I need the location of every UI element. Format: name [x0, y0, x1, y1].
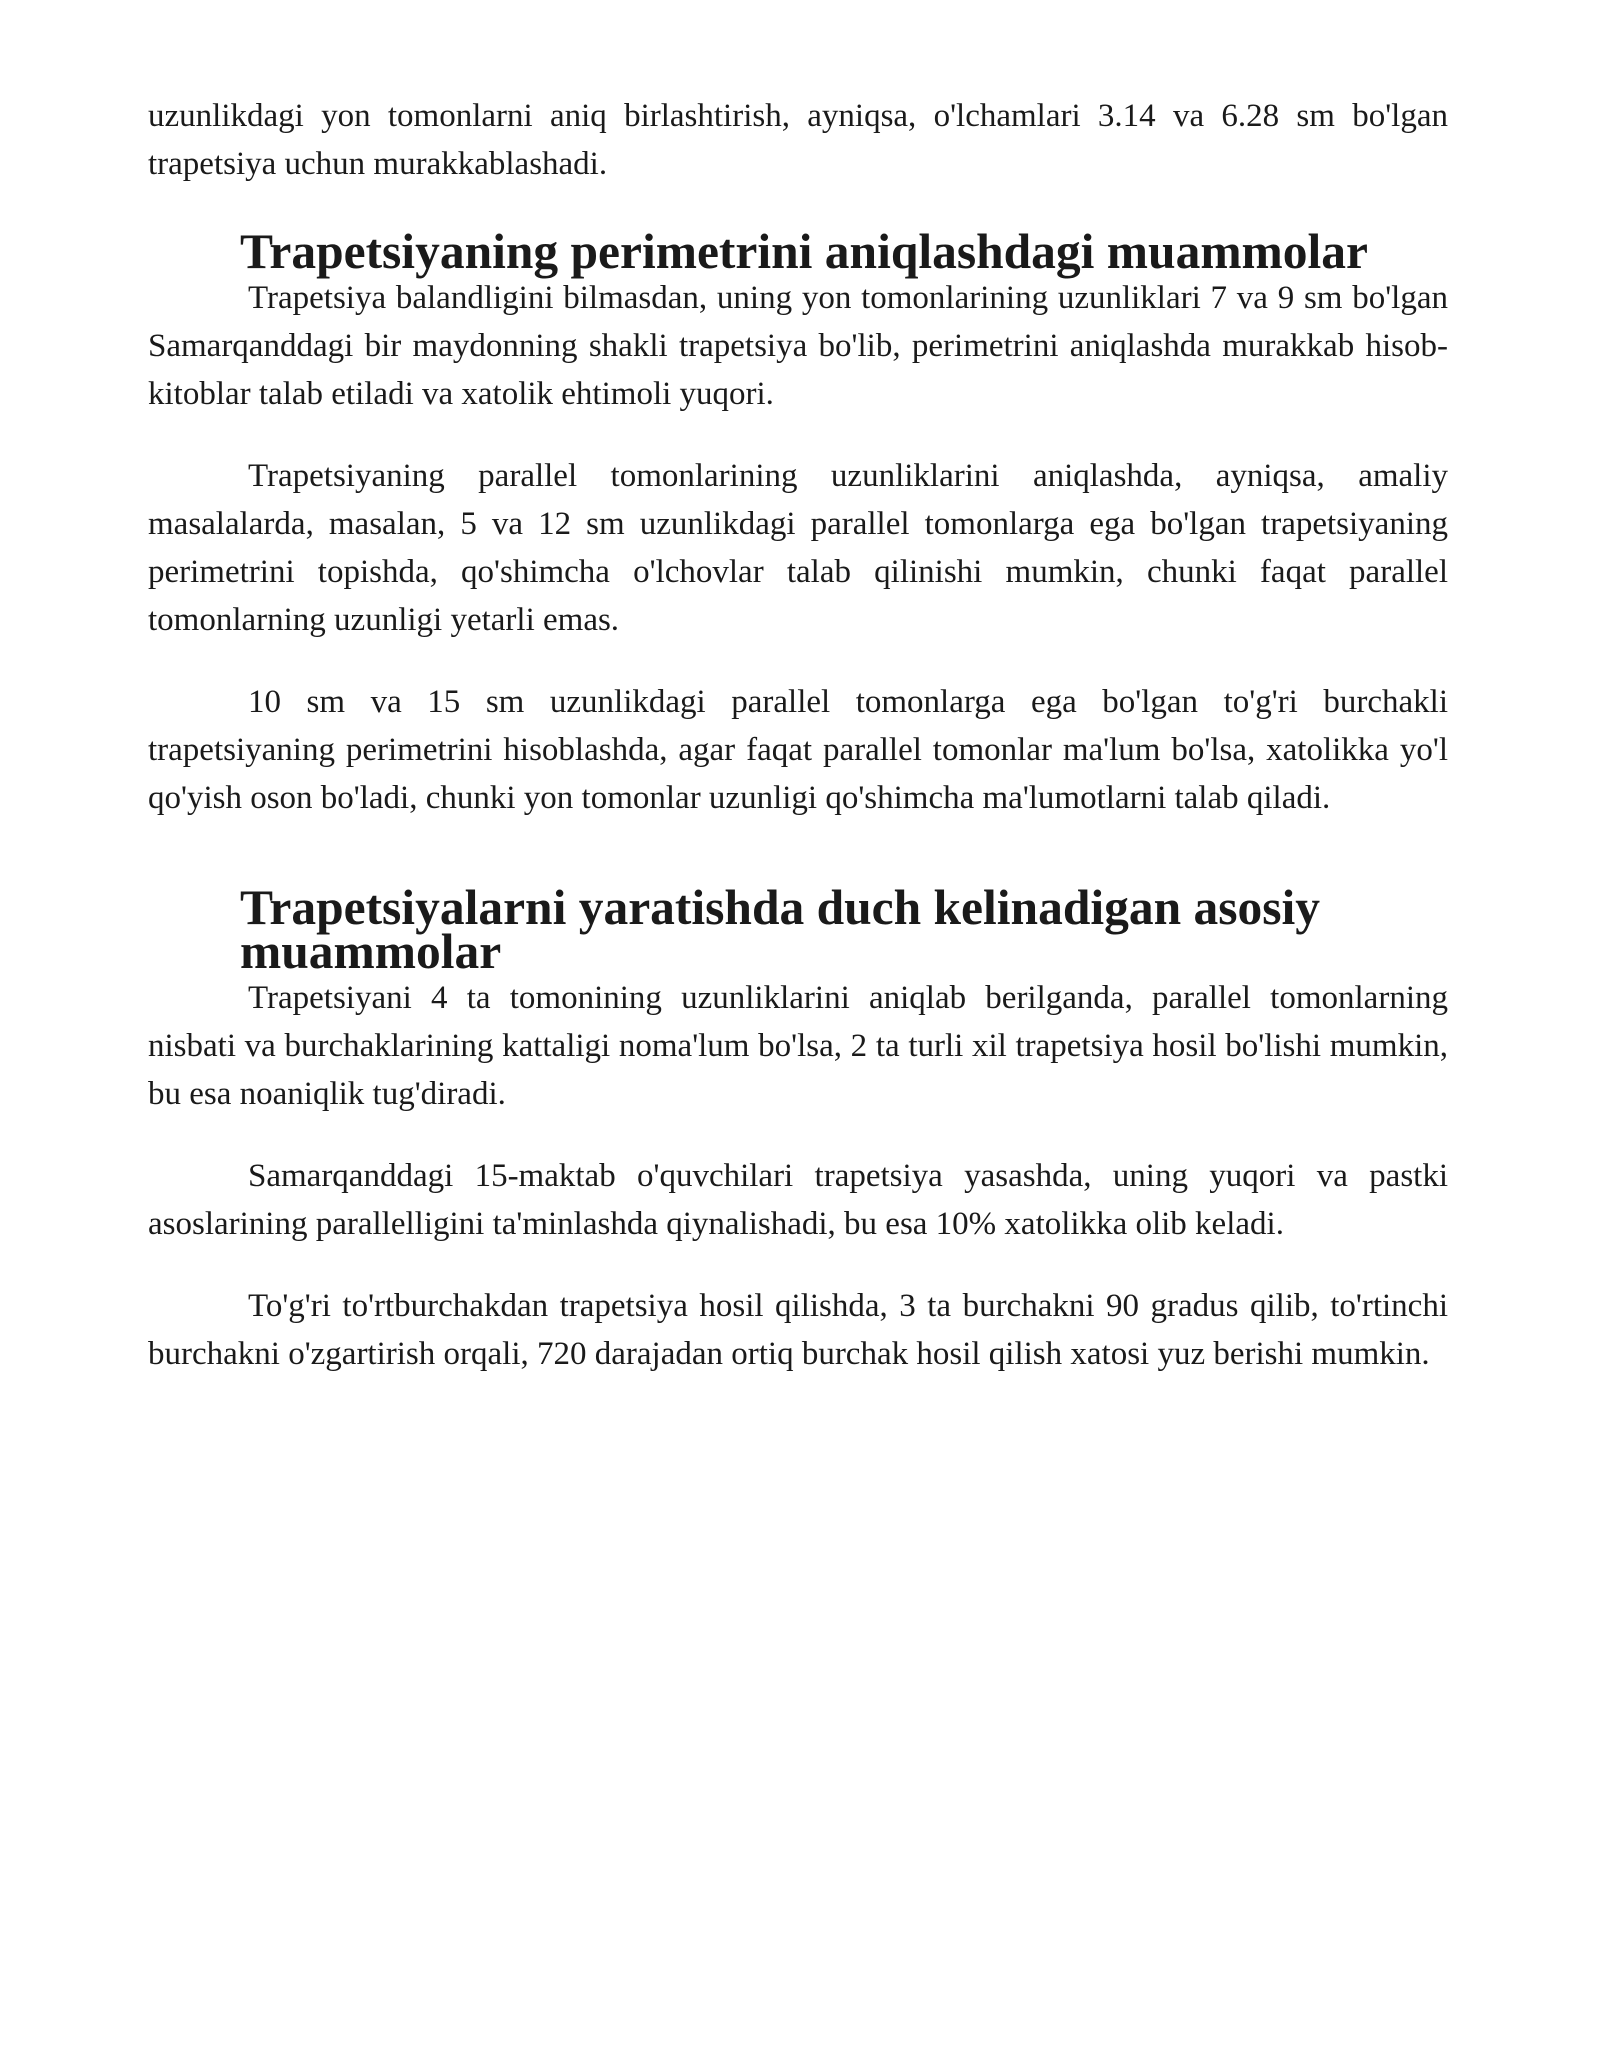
paragraph: To'g'ri to'rtburchakdan trapetsiya hosil qilishda, 3 ta burchakni 90 gradus qilib, to'rtinchi burchakni o'zgartirish orqali, 720 darajadan ortiq burchak hosil qilish xatosi yuz berishi mumkin. [148, 1288, 1448, 1372]
paragraph: Trapetsiya balandligini bilmasdan, uning yon tomonlarining uzunliklari 7 va 9 sm bo'lgan Samarqanddagi bir maydonning shakli trapetsiya bo'lib, perimetrini aniqlashda murakkab hisob-kitoblar talab etiladi va xatolik ehtimoli yuqori. [148, 280, 1448, 412]
paragraph: 10 sm va 15 sm uzunlikdagi parallel tomonlarga ega bo'lgan to'g'ri burchakli trapetsiyaning perimetrini hisoblashda, agar faqat parallel tomonlar ma'lum bo'lsa, xatolikka yo'l qo'yish oson bo'ladi, chunki yon tomonlar uzunligi qo'shimcha ma'lumotlarni talab qiladi. [148, 684, 1448, 816]
paragraph: Trapetsiyani 4 ta tomonining uzunliklarini aniqlab berilganda, parallel tomonlarning nisbati va burchaklarining kattaligi noma'lum bo'lsa, 2 ta turli xil trapetsiya hosil bo'lishi mumkin, bu esa noaniqlik tug'diradi. [148, 980, 1448, 1112]
paragraph: Trapetsiyaning parallel tomonlarining uzunliklarini aniqlashda, ayniqsa, amaliy masalalarda, masalan, 5 va 12 sm uzunlikdagi parallel tomonlarga ega bo'lgan trapetsiyaning perimetrini topishda, qo'shimcha o'lchovlar talab qilinishi mumkin, chunki faqat parallel tomonlarning uzunligi yetarli emas. [148, 458, 1448, 638]
section-heading-construction: Trapetsiyalarni yaratishda duch kelinadigan asosiy muammolar [240, 880, 1321, 979]
paragraph: Samarqanddagi 15-maktab o'quvchilari trapetsiya yasashda, uning yuqori va pastki asoslarining parallelligini ta'minlashda qiynalishadi, bu esa 10% xatolikka olib keladi. [148, 1158, 1448, 1242]
document-page [148, 92, 1448, 1412]
paragraph-continuation: uzunlikdagi yon tomonlarni aniq birlashtirish, ayniqsa, o'lchamlari 3.14 va 6.28 sm bo'lgan trapetsiya uchun murakkablashadi. [148, 98, 1448, 182]
section-heading-perimeter: Trapetsiyaning perimetrini aniqlashdagi muammolar [240, 224, 1369, 279]
